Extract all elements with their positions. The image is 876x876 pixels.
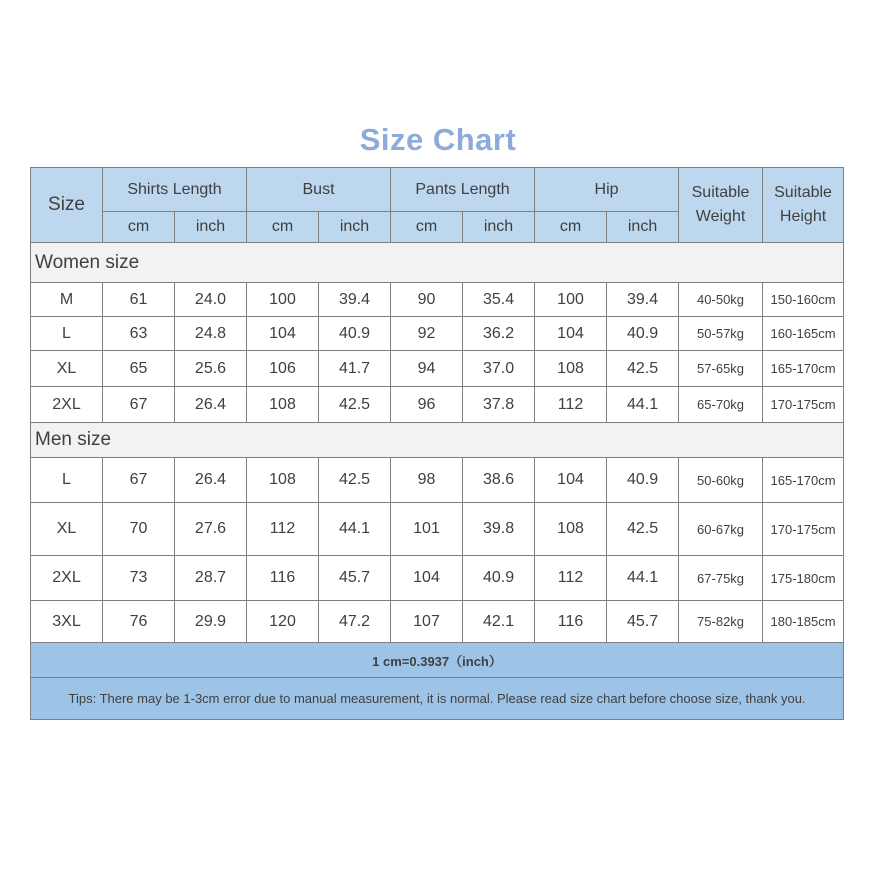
table-row bbox=[31, 317, 844, 351]
bust-cm-cell: 106 bbox=[247, 351, 319, 387]
pants-cm-cell: 98 bbox=[391, 458, 463, 503]
pants-cm-cell: 101 bbox=[391, 503, 463, 556]
weight-cell: 50-60kg bbox=[679, 458, 763, 503]
bust-cm-cell: 108 bbox=[247, 458, 319, 503]
pants-cm-cell: 96 bbox=[391, 387, 463, 423]
shirt-cm-cell: 73 bbox=[103, 556, 175, 601]
table-row bbox=[31, 503, 844, 556]
size-cell: M bbox=[31, 283, 103, 317]
shirt-cm-cell: 65 bbox=[103, 351, 175, 387]
pants-cm-cell: 107 bbox=[391, 601, 463, 643]
hip-cm-cell: 104 bbox=[535, 458, 607, 503]
pants-cm-cell: 104 bbox=[391, 556, 463, 601]
weight-cell: 50-57kg bbox=[679, 317, 763, 351]
bust-inch-cell: 42.5 bbox=[319, 458, 391, 503]
bust-inch-cell: 44.1 bbox=[319, 503, 391, 556]
pants-inch-cell: 37.8 bbox=[463, 387, 535, 423]
table-row bbox=[31, 351, 844, 387]
shirt-inch-cell: 27.6 bbox=[175, 503, 247, 556]
height-cell: 180-185cm bbox=[763, 601, 844, 643]
weight-cell: 60-67kg bbox=[679, 503, 763, 556]
unit-cm: cm bbox=[391, 212, 463, 243]
pants-inch-cell: 35.4 bbox=[463, 283, 535, 317]
hip-inch-cell: 40.9 bbox=[607, 458, 679, 503]
height-cell: 160-165cm bbox=[763, 317, 844, 351]
conversion-note: 1 cm=0.3937（inch） bbox=[31, 643, 844, 678]
section-row-men bbox=[31, 423, 844, 458]
header-shirts-length: Shirts Length bbox=[103, 168, 247, 212]
pants-inch-cell: 39.8 bbox=[463, 503, 535, 556]
header-pants-length: Pants Length bbox=[391, 168, 535, 212]
hip-inch-cell: 40.9 bbox=[607, 317, 679, 351]
shirt-inch-cell: 26.4 bbox=[175, 387, 247, 423]
unit-cm: cm bbox=[103, 212, 175, 243]
weight-cell: 67-75kg bbox=[679, 556, 763, 601]
header-suitable-height: Suitable Height bbox=[763, 168, 844, 243]
pants-inch-cell: 38.6 bbox=[463, 458, 535, 503]
weight-cell: 75-82kg bbox=[679, 601, 763, 643]
hip-cm-cell: 104 bbox=[535, 317, 607, 351]
bust-cm-cell: 116 bbox=[247, 556, 319, 601]
height-cell: 150-160cm bbox=[763, 283, 844, 317]
header-suitable-weight: Suitable Weight bbox=[679, 168, 763, 243]
size-cell: XL bbox=[31, 503, 103, 556]
pants-inch-cell: 40.9 bbox=[463, 556, 535, 601]
pants-cm-cell: 90 bbox=[391, 283, 463, 317]
header-row bbox=[31, 168, 844, 212]
tips-note: Tips: There may be 1-3cm error due to manual measurement, it is normal. Please read size chart before choose size, thank you. bbox=[31, 678, 844, 720]
hip-inch-cell: 44.1 bbox=[607, 556, 679, 601]
bust-cm-cell: 112 bbox=[247, 503, 319, 556]
pants-inch-cell: 36.2 bbox=[463, 317, 535, 351]
height-cell: 175-180cm bbox=[763, 556, 844, 601]
tips-row bbox=[31, 678, 844, 720]
conversion-row bbox=[31, 643, 844, 678]
header-bust: Bust bbox=[247, 168, 391, 212]
shirt-inch-cell: 25.6 bbox=[175, 351, 247, 387]
shirt-cm-cell: 70 bbox=[103, 503, 175, 556]
size-chart-table bbox=[30, 167, 844, 720]
chart-title: Size Chart bbox=[359, 122, 517, 157]
unit-inch: inch bbox=[319, 212, 391, 243]
hip-cm-cell: 100 bbox=[535, 283, 607, 317]
bust-cm-cell: 100 bbox=[247, 283, 319, 317]
size-cell: 2XL bbox=[31, 556, 103, 601]
women-size-label: Women size bbox=[31, 243, 844, 283]
table-row bbox=[31, 283, 844, 317]
unit-inch: inch bbox=[607, 212, 679, 243]
weight-cell: 65-70kg bbox=[679, 387, 763, 423]
hip-cm-cell: 108 bbox=[535, 503, 607, 556]
shirt-inch-cell: 26.4 bbox=[175, 458, 247, 503]
table-row bbox=[31, 556, 844, 601]
size-cell: L bbox=[31, 317, 103, 351]
shirt-cm-cell: 76 bbox=[103, 601, 175, 643]
weight-cell: 57-65kg bbox=[679, 351, 763, 387]
bust-inch-cell: 40.9 bbox=[319, 317, 391, 351]
shirt-cm-cell: 67 bbox=[103, 458, 175, 503]
height-cell: 170-175cm bbox=[763, 503, 844, 556]
shirt-cm-cell: 67 bbox=[103, 387, 175, 423]
hip-cm-cell: 108 bbox=[535, 351, 607, 387]
hip-cm-cell: 112 bbox=[535, 387, 607, 423]
bust-inch-cell: 41.7 bbox=[319, 351, 391, 387]
table-row bbox=[31, 601, 844, 643]
section-row-women bbox=[31, 243, 844, 283]
hip-inch-cell: 42.5 bbox=[607, 503, 679, 556]
unit-cm: cm bbox=[535, 212, 607, 243]
table-row bbox=[31, 387, 844, 423]
shirt-inch-cell: 28.7 bbox=[175, 556, 247, 601]
pants-cm-cell: 92 bbox=[391, 317, 463, 351]
bust-inch-cell: 45.7 bbox=[319, 556, 391, 601]
hip-inch-cell: 39.4 bbox=[607, 283, 679, 317]
men-size-label: Men size bbox=[31, 423, 844, 458]
unit-inch: inch bbox=[463, 212, 535, 243]
size-cell: 2XL bbox=[31, 387, 103, 423]
unit-cm: cm bbox=[247, 212, 319, 243]
weight-cell: 40-50kg bbox=[679, 283, 763, 317]
hip-inch-cell: 44.1 bbox=[607, 387, 679, 423]
size-cell: L bbox=[31, 458, 103, 503]
shirt-inch-cell: 24.0 bbox=[175, 283, 247, 317]
size-cell: 3XL bbox=[31, 601, 103, 643]
shirt-inch-cell: 24.8 bbox=[175, 317, 247, 351]
hip-cm-cell: 116 bbox=[535, 601, 607, 643]
bust-cm-cell: 120 bbox=[247, 601, 319, 643]
pants-inch-cell: 37.0 bbox=[463, 351, 535, 387]
header-hip: Hip bbox=[535, 168, 679, 212]
height-cell: 165-170cm bbox=[763, 351, 844, 387]
bust-cm-cell: 104 bbox=[247, 317, 319, 351]
hip-inch-cell: 45.7 bbox=[607, 601, 679, 643]
bust-inch-cell: 47.2 bbox=[319, 601, 391, 643]
pants-cm-cell: 94 bbox=[391, 351, 463, 387]
height-cell: 170-175cm bbox=[763, 387, 844, 423]
shirt-cm-cell: 63 bbox=[103, 317, 175, 351]
size-cell: XL bbox=[31, 351, 103, 387]
bust-inch-cell: 39.4 bbox=[319, 283, 391, 317]
shirt-cm-cell: 61 bbox=[103, 283, 175, 317]
bust-inch-cell: 42.5 bbox=[319, 387, 391, 423]
header-size: Size bbox=[31, 168, 103, 243]
table-row bbox=[31, 458, 844, 503]
shirt-inch-cell: 29.9 bbox=[175, 601, 247, 643]
unit-inch: inch bbox=[175, 212, 247, 243]
hip-inch-cell: 42.5 bbox=[607, 351, 679, 387]
height-cell: 165-170cm bbox=[763, 458, 844, 503]
bust-cm-cell: 108 bbox=[247, 387, 319, 423]
pants-inch-cell: 42.1 bbox=[463, 601, 535, 643]
hip-cm-cell: 112 bbox=[535, 556, 607, 601]
